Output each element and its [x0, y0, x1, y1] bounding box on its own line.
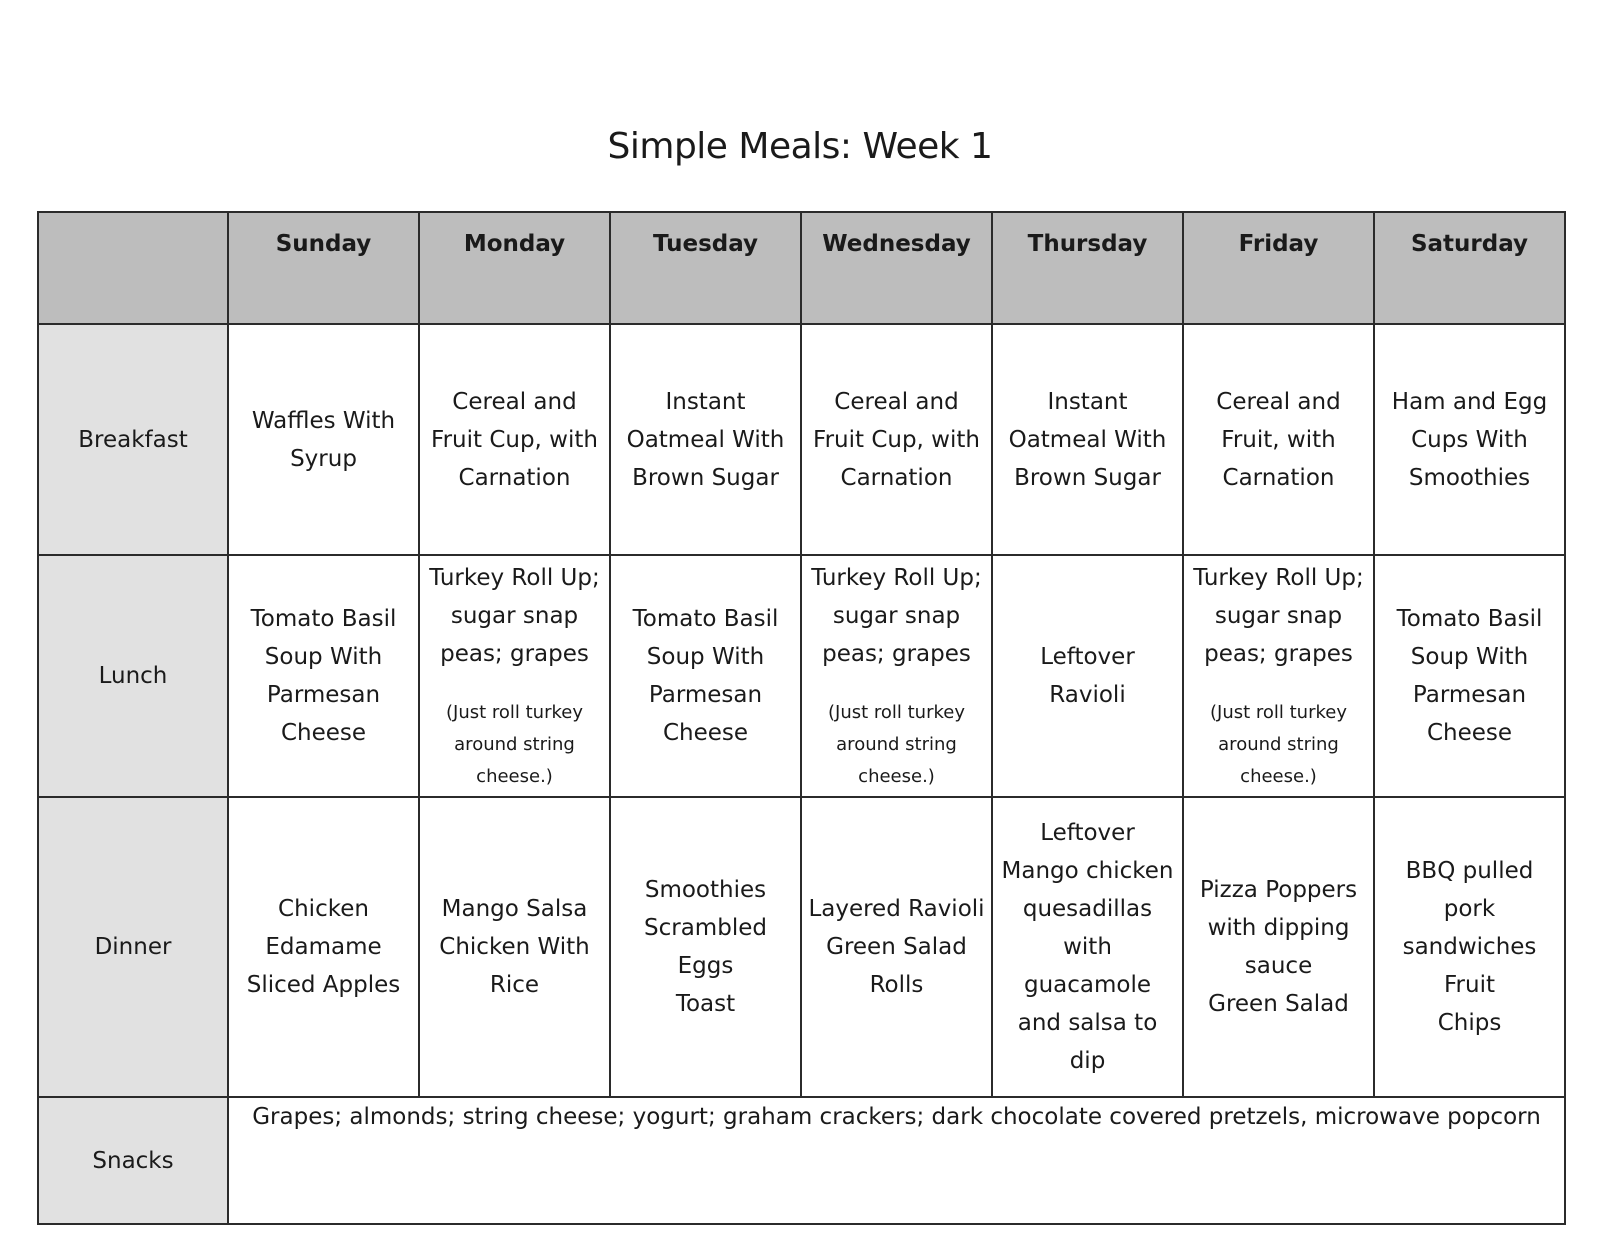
meal-cell: [419, 324, 610, 555]
meal-line: Smoothies: [644, 877, 767, 903]
meal-line: Edamame: [265, 934, 382, 960]
day-header-tuesday: Tuesday: [610, 212, 801, 324]
meal-cell: [1183, 324, 1374, 555]
meal-line: Rolls: [869, 972, 924, 998]
snacks-row: [38, 1097, 1565, 1224]
meal-text: Tomato Basil Soup With Parmesan Cheese: [1396, 606, 1543, 746]
row-label-snacks: Snacks: [38, 1097, 228, 1224]
meal-line: Chicken: [278, 896, 369, 922]
meal-text: Turkey Roll Up; sugar snap peas; grapes: [429, 565, 600, 667]
corner-cell: [38, 212, 228, 324]
meal-cell: [419, 555, 610, 797]
meal-line: Toast: [675, 991, 736, 1017]
lunch-row: [38, 555, 1565, 797]
row-label-dinner: Dinner: [38, 797, 228, 1097]
meal-cell: [228, 324, 419, 555]
meal-cell: [1183, 555, 1374, 797]
meal-text: Cereal and Fruit Cup, with Carnation: [431, 388, 598, 491]
meal-line: Chicken With Rice: [439, 934, 590, 998]
day-header-sunday: Sunday: [228, 212, 419, 324]
meal-line: Green Salad: [826, 934, 967, 960]
meal-text: Turkey Roll Up; sugar snap peas; grapes: [811, 565, 982, 667]
meal-cell: [610, 555, 801, 797]
meal-line: Sliced Apples: [246, 972, 401, 998]
row-label-lunch: Lunch: [38, 555, 228, 797]
meal-cell: [228, 797, 419, 1097]
day-header-saturday: Saturday: [1374, 212, 1565, 324]
page-title: Simple Meals: Week 1: [607, 126, 993, 167]
meal-text: Cereal and Fruit, with Carnation: [1216, 388, 1341, 491]
day-header-wednesday: Wednesday: [801, 212, 992, 324]
meal-cell: [610, 324, 801, 555]
meal-line: Leftover Mango chicken quesadillas with guacamole and salsa to dip: [1001, 820, 1174, 1074]
meal-cell: [801, 324, 992, 555]
meal-line: Mango Salsa: [441, 896, 588, 922]
meal-cell: [1183, 797, 1374, 1097]
meal-text: Waffles With Syrup: [251, 407, 396, 472]
meal-line: Chips: [1437, 1010, 1502, 1036]
meal-plan-table: [37, 211, 1566, 1225]
meal-line: Layered Ravioli: [808, 896, 985, 922]
meal-cell: [801, 797, 992, 1097]
meal-cell: [992, 555, 1183, 797]
day-header-monday: Monday: [419, 212, 610, 324]
meal-note: (Just roll turkey around string cheese.): [1209, 702, 1347, 787]
meal-cell: [992, 797, 1183, 1097]
meal-cell: [1374, 555, 1565, 797]
meal-cell: [228, 555, 419, 797]
meal-text: Leftover Ravioli: [1040, 644, 1135, 708]
meal-line: BBQ pulled pork sandwiches: [1402, 858, 1537, 960]
meal-text: Turkey Roll Up; sugar snap peas; grapes: [1193, 565, 1364, 667]
meal-cell: [1374, 797, 1565, 1097]
meal-line: Scrambled Eggs: [644, 915, 767, 979]
meal-text: Cereal and Fruit Cup, with Carnation: [813, 388, 980, 491]
meal-text: Ham and Egg Cups With Smoothies: [1391, 388, 1548, 491]
row-label-breakfast: Breakfast: [38, 324, 228, 555]
meal-note: (Just roll turkey around string cheese.): [445, 702, 583, 787]
meal-line: Fruit: [1444, 972, 1495, 998]
breakfast-row: [38, 324, 1565, 555]
meal-text: Instant Oatmeal With Brown Sugar: [626, 388, 785, 491]
meal-cell: [1374, 324, 1565, 555]
header-row: [38, 212, 1565, 324]
meal-cell: [610, 797, 801, 1097]
dinner-row: [38, 797, 1565, 1097]
day-header-thursday: Thursday: [992, 212, 1183, 324]
meal-text: Instant Oatmeal With Brown Sugar: [1008, 388, 1167, 491]
meal-line: Green Salad: [1208, 991, 1349, 1017]
meal-cell: [992, 324, 1183, 555]
meal-cell: [801, 555, 992, 797]
meal-text: Tomato Basil Soup With Parmesan Cheese: [250, 606, 397, 746]
meal-note: (Just roll turkey around string cheese.): [827, 702, 965, 787]
meal-line: Pizza Poppers with dipping sauce: [1199, 877, 1358, 979]
snacks-text: Grapes; almonds; string cheese; yogurt; graham crackers; dark chocolate covered pretzels, microwave popcorn: [228, 1097, 1565, 1224]
day-header-friday: Friday: [1183, 212, 1374, 324]
meal-cell: [419, 797, 610, 1097]
meal-text: Tomato Basil Soup With Parmesan Cheese: [632, 606, 779, 746]
